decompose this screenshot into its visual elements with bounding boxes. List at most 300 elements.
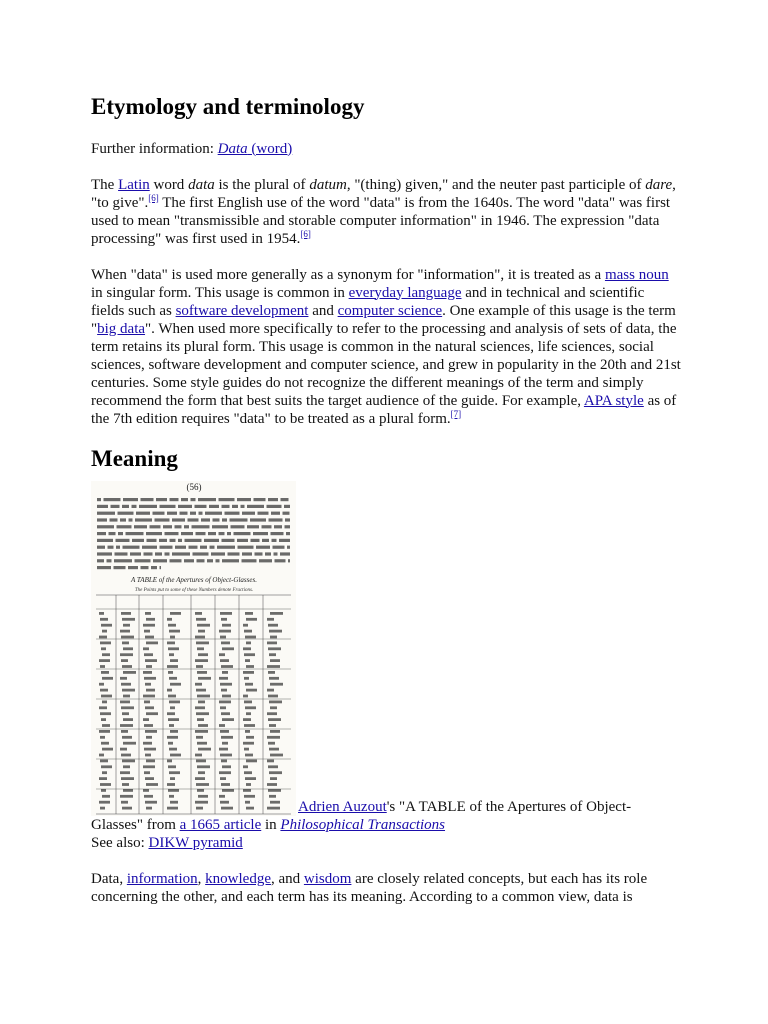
link-everyday-language[interactable]: everyday language bbox=[348, 284, 462, 301]
scan-table-figure bbox=[145, 777, 154, 780]
scan-table-figure bbox=[120, 701, 130, 704]
scan-prose-word bbox=[247, 505, 264, 508]
scan-prose-word bbox=[134, 525, 147, 528]
paragraph-latin-origin: The Latin word data is the plural of datum, "(thing) given," and the neuter past participle of dare, "to give".[6] The first English use of the word "data" is from the 1640s. The word "data" was first used to mean "transmissible and storable computer information" in 1946. The expression "data processing" was first used in 1954.[6] bbox=[91, 176, 676, 247]
scan-table-figure bbox=[246, 736, 254, 739]
scan-table-figure bbox=[100, 712, 111, 715]
scan-table-figure bbox=[167, 665, 178, 668]
scan-prose-word bbox=[184, 525, 189, 528]
scan-table-figure bbox=[269, 748, 279, 751]
scan-table-figure bbox=[144, 677, 156, 680]
scan-prose-word bbox=[205, 512, 222, 515]
article-content bbox=[91, 90, 681, 906]
scan-table-figure bbox=[101, 624, 112, 627]
scan-table-figure bbox=[221, 736, 233, 739]
scanned-page-drawing bbox=[91, 481, 296, 816]
scan-table-figure bbox=[146, 665, 152, 668]
scan-table-figure bbox=[99, 659, 110, 662]
scan-table-figure bbox=[100, 665, 105, 668]
scan-prose-word bbox=[212, 525, 228, 528]
scan-table-figure bbox=[220, 659, 229, 662]
scan-table-figure bbox=[245, 777, 256, 780]
scan-table-figure bbox=[245, 754, 253, 757]
scan-table-figure bbox=[246, 665, 254, 668]
scan-table-figure bbox=[146, 642, 158, 645]
scan-table-figure bbox=[102, 653, 110, 656]
scan-table-figure bbox=[270, 801, 280, 804]
heading-meaning: Meaning bbox=[91, 445, 178, 471]
scan-prose-word bbox=[123, 546, 140, 549]
scan-prose-word bbox=[231, 525, 245, 528]
scan-prose-word bbox=[188, 519, 199, 522]
scan-table-figure bbox=[120, 653, 133, 656]
scan-table-figure bbox=[195, 777, 205, 780]
scan-table-figure bbox=[143, 718, 149, 721]
scan-table-figure bbox=[267, 712, 277, 715]
scan-table-figure bbox=[246, 642, 251, 645]
scan-prose-word bbox=[118, 532, 123, 535]
scan-table-figure bbox=[244, 653, 255, 656]
link-philosophical-transactions[interactable]: Philosophical Transactions bbox=[280, 817, 446, 834]
scan-prose-word bbox=[109, 532, 116, 535]
scan-table-figure bbox=[196, 760, 206, 763]
scan-prose-word bbox=[129, 519, 133, 522]
scan-table-figure bbox=[219, 677, 228, 680]
scan-prose-word bbox=[196, 532, 206, 535]
scan-prose-word bbox=[254, 498, 266, 501]
scan-table-figure bbox=[267, 665, 280, 668]
scan-table-figure bbox=[167, 736, 178, 739]
scan-table-figure bbox=[243, 671, 254, 674]
scan-table-figure bbox=[270, 730, 280, 733]
scan-table-figure bbox=[99, 730, 110, 733]
scan-prose-word bbox=[178, 539, 182, 542]
scan-table-figure bbox=[269, 701, 282, 704]
apertures-table-scan-image[interactable] bbox=[91, 481, 296, 816]
scan-prose-word bbox=[195, 505, 207, 508]
scan-table-figure bbox=[270, 636, 277, 639]
citation-6b[interactable]: [6] bbox=[300, 228, 311, 239]
scan-table-figure bbox=[198, 795, 208, 798]
citation-6[interactable]: [6] bbox=[148, 192, 159, 203]
scan-table-figure bbox=[244, 771, 252, 774]
scan-table-figure bbox=[170, 659, 178, 662]
scan-table-figure bbox=[146, 736, 152, 739]
scan-table-figure bbox=[120, 748, 127, 751]
scan-prose-word bbox=[135, 559, 151, 562]
scan-table-figure bbox=[267, 689, 274, 692]
scan-table-figure bbox=[197, 648, 204, 651]
scan-table-figure bbox=[168, 648, 179, 651]
citation-7[interactable]: [7] bbox=[450, 408, 462, 419]
scan-table-figure bbox=[269, 630, 282, 633]
scan-prose-word bbox=[208, 532, 216, 535]
scan-prose-word bbox=[228, 553, 240, 556]
scan-table-figure bbox=[221, 712, 230, 715]
scan-table-figure bbox=[120, 724, 133, 727]
scan-table-figure bbox=[145, 754, 151, 757]
scan-prose-word bbox=[118, 512, 134, 515]
scan-prose-word bbox=[170, 559, 182, 562]
scan-prose-word bbox=[269, 519, 283, 522]
scan-table-figure bbox=[123, 671, 136, 674]
scan-table-figure bbox=[167, 807, 178, 810]
scan-prose-word bbox=[153, 559, 167, 562]
scan-table-figure bbox=[122, 689, 135, 692]
scan-prose-word bbox=[274, 553, 278, 556]
scan-prose-word bbox=[209, 505, 219, 508]
scan-table-figure bbox=[197, 695, 210, 698]
scan-table-figure bbox=[122, 760, 135, 763]
scan-prose-word bbox=[219, 498, 235, 501]
scan-table-figure bbox=[198, 748, 211, 751]
scan-table-figure bbox=[219, 795, 225, 798]
paragraph-data-information: Data, information, knowledge, and wisdom are closely related concepts, but each has its role concerning the other, and each term has its meaning. According to a common view, data is bbox=[91, 871, 648, 906]
scan-prose-word bbox=[241, 505, 245, 508]
link-knowledge[interactable]: knowledge bbox=[205, 871, 271, 888]
scan-table-figure bbox=[220, 730, 229, 733]
scan-table-figure bbox=[244, 630, 252, 633]
scan-prose-word bbox=[107, 559, 112, 562]
scan-prose-word bbox=[160, 566, 162, 569]
scan-prose-word bbox=[247, 525, 259, 528]
scan-prose-word bbox=[242, 512, 255, 515]
scan-prose-word bbox=[250, 519, 266, 522]
scan-table-figure bbox=[100, 760, 108, 763]
scan-table-figure bbox=[169, 771, 180, 774]
scan-table-figure bbox=[101, 718, 106, 721]
scan-prose-word bbox=[210, 546, 215, 549]
scan-table-figure bbox=[246, 807, 254, 810]
scan-table-title: A TABLE of the Apertures of Object-Glasses. bbox=[131, 576, 257, 585]
scan-prose-word bbox=[116, 546, 120, 549]
scan-table-figure bbox=[198, 701, 205, 704]
scan-table-figure bbox=[220, 707, 226, 710]
scan-prose-word bbox=[150, 525, 161, 528]
scan-table-figure bbox=[197, 789, 204, 792]
scan-table-figure bbox=[121, 730, 128, 733]
scan-prose-word bbox=[255, 553, 263, 556]
scan-prose-word bbox=[156, 498, 167, 501]
scan-prose-word bbox=[285, 525, 291, 528]
link-computer-science[interactable]: computer science bbox=[337, 302, 443, 319]
scan-prose-word bbox=[286, 532, 290, 535]
scan-table-figure bbox=[145, 612, 151, 615]
scan-table-figure bbox=[220, 777, 226, 780]
scan-table-figure bbox=[123, 789, 133, 792]
scan-prose-word bbox=[283, 512, 290, 515]
further-prefix: Further information: bbox=[91, 140, 218, 157]
paragraph-usage: When "data" is used more generally as a synonym for "information", it is treated as a mass noun in singular form. This usage is common in everyday language and in technical and scientific fields such as software development and computer science. One example of this usage is the term "big data". When used more specifically to refer to the processing and analysis of sets of data, the term retains its plural form. This usage is common in the natural sciences, life sciences, social sciences, software development and computer science, and grew in popularity in the 20th and 21st centuries. Some style guides do not recognize the different meanings of the term and simply recommend the form that best suits the target audience of the guide. For example, APA style as of the 7th edition requires "data" to be treated as a plural form.[7] bbox=[91, 266, 681, 427]
scan-table-figure bbox=[169, 653, 174, 656]
link-1665-article[interactable]: a 1665 article bbox=[179, 817, 262, 834]
scan-table-figure bbox=[198, 771, 205, 774]
scan-table-figure bbox=[168, 789, 179, 792]
scan-prose-word bbox=[256, 546, 270, 549]
scan-table-figure bbox=[221, 618, 227, 621]
scan-table-figure bbox=[221, 783, 230, 786]
scan-table-figure bbox=[122, 712, 129, 715]
scan-prose-word bbox=[271, 532, 284, 535]
scan-table-figure bbox=[145, 707, 154, 710]
scan-prose-word bbox=[172, 519, 185, 522]
scan-table-figure bbox=[99, 801, 110, 804]
scan-table-figure bbox=[195, 754, 202, 757]
scan-table-figure bbox=[270, 754, 283, 757]
scan-table-figure bbox=[144, 701, 150, 704]
scan-table-figure bbox=[146, 618, 155, 621]
scan-table-figure bbox=[146, 807, 152, 810]
scan-prose-word bbox=[284, 505, 290, 508]
scan-prose-word bbox=[97, 498, 101, 501]
scan-prose-word bbox=[225, 512, 240, 515]
scan-prose-word bbox=[275, 559, 286, 562]
scan-prose-word bbox=[230, 519, 248, 522]
link-apa-style[interactable]: APA style bbox=[583, 392, 644, 409]
scan-table-figure bbox=[196, 807, 203, 810]
scan-table-figure bbox=[168, 718, 179, 721]
scan-prose-word bbox=[189, 546, 198, 549]
scan-prose-word bbox=[262, 525, 272, 528]
scan-prose-word bbox=[192, 525, 210, 528]
scan-table-figure bbox=[219, 630, 231, 633]
scan-prose-word bbox=[193, 553, 209, 556]
scan-prose-word bbox=[110, 519, 118, 522]
scan-prose-word bbox=[108, 546, 114, 549]
scan-prose-word bbox=[185, 539, 202, 542]
scan-table-figure bbox=[144, 748, 156, 751]
scan-prose-word bbox=[227, 532, 231, 535]
scan-table-figure bbox=[195, 659, 208, 662]
scan-table-figure bbox=[167, 712, 175, 715]
link-adrien-auzout[interactable]: Adrien Auzout bbox=[298, 799, 387, 816]
scan-prose-word bbox=[104, 498, 121, 501]
scan-prose-word bbox=[165, 532, 179, 535]
link-dikw-pyramid[interactable]: DIKW pyramid bbox=[148, 835, 243, 852]
scan-table-figure bbox=[219, 653, 225, 656]
scan-table-figure bbox=[102, 701, 107, 704]
scan-table-figure bbox=[99, 777, 107, 780]
scan-table-figure bbox=[145, 636, 154, 639]
scan-table-figure bbox=[144, 630, 150, 633]
scan-prose-word bbox=[213, 519, 220, 522]
scan-prose-word bbox=[273, 546, 285, 549]
scan-prose-word bbox=[97, 546, 105, 549]
scan-table-figure bbox=[269, 795, 276, 798]
scan-table-figure bbox=[99, 683, 104, 686]
scan-table-figure bbox=[170, 707, 175, 710]
scan-table-figure bbox=[244, 724, 255, 727]
scan-table-figure bbox=[267, 760, 274, 763]
scan-table-figure bbox=[221, 760, 227, 763]
scan-table-figure bbox=[167, 783, 175, 786]
scan-prose-word bbox=[97, 559, 104, 562]
scan-table-figure bbox=[99, 707, 107, 710]
scan-table-figure bbox=[220, 636, 226, 639]
scan-prose-word bbox=[222, 559, 239, 562]
scan-prose-word bbox=[216, 559, 220, 562]
scan-prose-word bbox=[178, 505, 192, 508]
scan-table-figure bbox=[245, 683, 253, 686]
scan-table-figure bbox=[101, 789, 106, 792]
scan-prose-word bbox=[234, 532, 251, 535]
scan-table-figure bbox=[220, 801, 229, 804]
scan-prose-word bbox=[199, 512, 203, 515]
link-data-word[interactable]: Data (word) bbox=[217, 140, 293, 157]
scan-table-figure bbox=[268, 766, 278, 769]
scan-table-figure bbox=[170, 777, 175, 780]
scan-table-figure bbox=[267, 618, 274, 621]
scan-table-figure bbox=[169, 724, 174, 727]
scan-table-figure bbox=[246, 760, 257, 763]
scan-prose-word bbox=[198, 498, 216, 501]
scan-prose-word bbox=[153, 512, 165, 515]
scan-prose-word bbox=[204, 539, 219, 542]
scan-prose-word bbox=[191, 498, 196, 501]
scan-prose-word bbox=[97, 532, 106, 535]
scan-table-figure bbox=[168, 742, 173, 745]
scan-table-figure bbox=[219, 771, 231, 774]
scan-table-figure bbox=[123, 624, 130, 627]
scan-table-figure bbox=[222, 671, 228, 674]
scan-prose-word bbox=[197, 559, 205, 562]
scan-table-figure bbox=[222, 742, 228, 745]
scan-prose-word bbox=[151, 566, 157, 569]
scan-prose-word bbox=[280, 553, 290, 556]
scan-prose-word bbox=[201, 519, 210, 522]
heading-etymology: Etymology and terminology bbox=[91, 94, 365, 119]
scan-table-figure bbox=[121, 707, 134, 710]
scan-prose-word bbox=[144, 553, 153, 556]
scan-table-figure bbox=[168, 624, 176, 627]
scan-table-figure bbox=[243, 766, 248, 769]
link-big-data[interactable]: big data bbox=[97, 320, 146, 337]
scan-table-figure bbox=[168, 671, 173, 674]
scan-prose-word bbox=[114, 566, 126, 569]
scan-prose-word bbox=[128, 566, 138, 569]
scan-table-figure bbox=[169, 795, 174, 798]
scan-table-figure bbox=[101, 766, 112, 769]
scan-table-figure bbox=[168, 766, 176, 769]
scan-table-figure bbox=[100, 736, 105, 739]
scan-table-figure bbox=[245, 730, 250, 733]
scan-prose-word bbox=[222, 505, 230, 508]
link-wisdom[interactable]: wisdom bbox=[303, 871, 352, 888]
scan-table-figure bbox=[169, 630, 180, 633]
link-latin[interactable]: Latin bbox=[118, 176, 150, 193]
scan-table-figure bbox=[268, 671, 275, 674]
scan-prose-word bbox=[97, 505, 108, 508]
scan-prose-word bbox=[232, 505, 238, 508]
scan-prose-word bbox=[115, 553, 128, 556]
scan-prose-word bbox=[122, 505, 129, 508]
scan-table-figure bbox=[245, 612, 253, 615]
scan-table-figure bbox=[102, 795, 110, 798]
scan-table-figure bbox=[270, 707, 277, 710]
scan-table-figure bbox=[143, 742, 152, 745]
scan-table-figure bbox=[122, 618, 135, 621]
scan-table-figure bbox=[146, 783, 158, 786]
scan-prose-word bbox=[155, 519, 170, 522]
scan-table-figure bbox=[121, 801, 128, 804]
caption-text: 's "A TABLE of the Apertures of Object-Glasses" from bbox=[91, 799, 632, 834]
scan-table-figure bbox=[221, 665, 233, 668]
scan-table-figure bbox=[167, 689, 172, 692]
scan-table-figure bbox=[123, 648, 133, 651]
scan-table-subtitle: The Points put to some of these Numbers denote Fractions. bbox=[134, 588, 254, 594]
scan-table-figure bbox=[122, 783, 129, 786]
scan-table-figure bbox=[267, 783, 277, 786]
scan-table-figure bbox=[143, 624, 155, 627]
scan-prose-word bbox=[97, 519, 107, 522]
scan-table-figure bbox=[269, 724, 276, 727]
scan-table-figure bbox=[221, 807, 233, 810]
scan-table-figure bbox=[197, 671, 207, 674]
scan-table-figure bbox=[243, 742, 254, 745]
scan-prose-word bbox=[219, 532, 225, 535]
scan-prose-word bbox=[120, 519, 126, 522]
scan-table-figure bbox=[269, 653, 276, 656]
scan-prose-word bbox=[136, 512, 150, 515]
scan-table-figure bbox=[145, 730, 157, 733]
scan-table-figure bbox=[102, 748, 113, 751]
scan-prose-word bbox=[117, 525, 132, 528]
scan-table-figure bbox=[270, 659, 280, 662]
scan-table-figure bbox=[123, 718, 133, 721]
see-also-note: See also: DIKW pyramid bbox=[91, 835, 243, 852]
link-mass-noun[interactable]: mass noun bbox=[604, 266, 669, 283]
scan-table-figure bbox=[221, 642, 230, 645]
scan-prose-word bbox=[175, 525, 182, 528]
scan-prose-word bbox=[170, 498, 179, 501]
scan-prose-word bbox=[175, 546, 186, 549]
scan-table-figure bbox=[243, 718, 251, 721]
scan-table-figure bbox=[122, 807, 132, 810]
scan-table-figure bbox=[121, 683, 131, 686]
scan-prose-word bbox=[97, 539, 113, 542]
scan-prose-word bbox=[97, 553, 112, 556]
scan-table-figure bbox=[169, 677, 177, 680]
scan-prose-word bbox=[126, 532, 144, 535]
scan-prose-word bbox=[123, 498, 138, 501]
scan-prose-word bbox=[272, 539, 277, 542]
scan-prose-word bbox=[222, 519, 227, 522]
scan-prose-word bbox=[155, 553, 162, 556]
scan-table-figure bbox=[120, 630, 130, 633]
scan-table-figure bbox=[121, 636, 134, 639]
scan-table-figure bbox=[246, 712, 251, 715]
scan-prose-word bbox=[141, 498, 154, 501]
further-information-note bbox=[91, 140, 681, 158]
scan-prose-word bbox=[217, 546, 235, 549]
scan-prose-word bbox=[259, 559, 272, 562]
scan-table-figure bbox=[197, 624, 210, 627]
scan-prose-word bbox=[172, 553, 190, 556]
scan-table-figure bbox=[196, 712, 209, 715]
scan-prose-word bbox=[181, 532, 193, 535]
scan-table-figure bbox=[197, 766, 210, 769]
scan-table-figure bbox=[144, 771, 150, 774]
scan-table-figure bbox=[99, 754, 104, 757]
scan-table-figure bbox=[268, 718, 281, 721]
link-information[interactable]: information bbox=[126, 871, 198, 888]
scan-table-figure bbox=[195, 801, 208, 804]
scan-prose-word bbox=[181, 498, 188, 501]
scan-table-figure bbox=[170, 730, 178, 733]
scan-table-figure bbox=[270, 612, 283, 615]
link-software-development[interactable]: software development bbox=[175, 302, 309, 319]
scan-table-figure bbox=[245, 636, 256, 639]
